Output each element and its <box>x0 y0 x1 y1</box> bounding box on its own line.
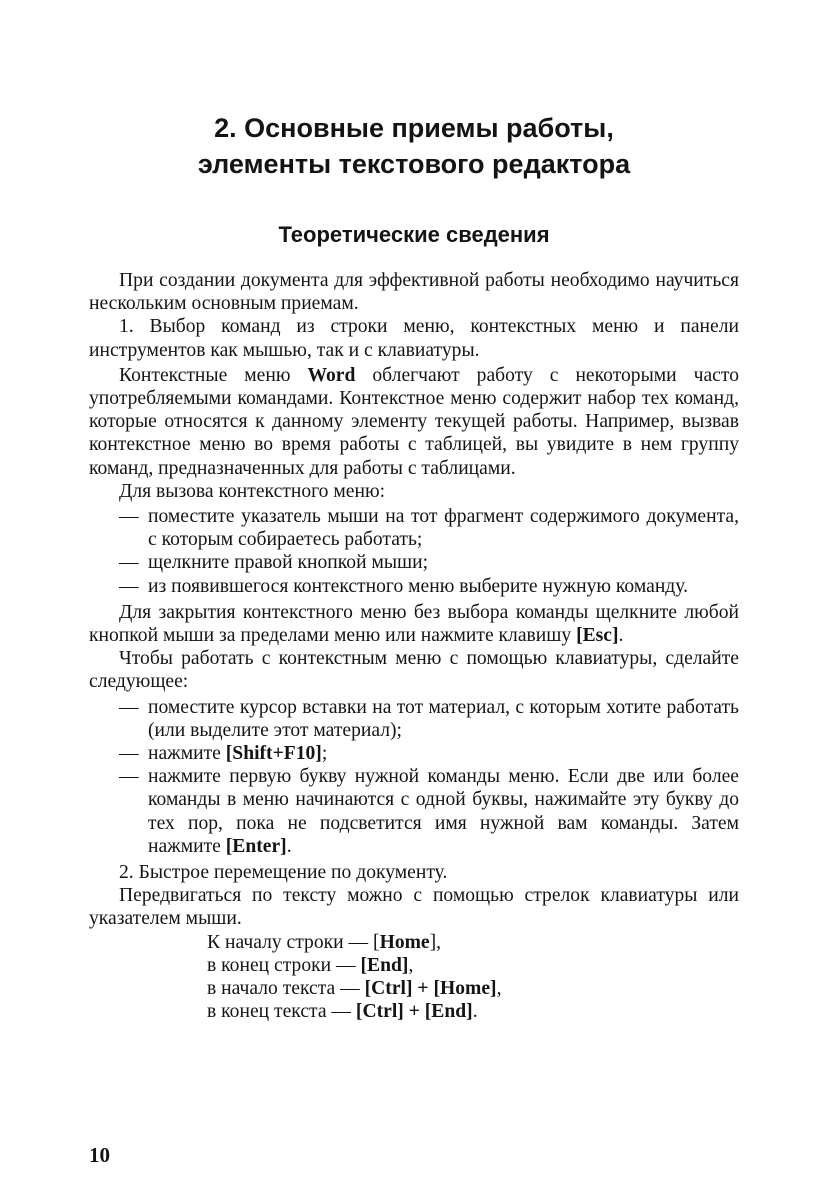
close-menu-text-1: Для закрытия контекстного меню без выбора команды щелкните любой кнопкой мыши за пределами меню или нажмите клавишу <box>89 601 739 647</box>
item-1-paragraph: 1. Выбор команд из строки меню, контекстных меню и панели инструментов как мышью, так и с клавиатуры. <box>89 316 739 361</box>
navigate-paragraph: Передвигаться по тексту можно с помощью стрелок клавиатуры или указателем мыши. <box>89 885 739 930</box>
close-menu-text-2: . <box>618 625 624 647</box>
list-item-text: из появившегося контекстного меню выберите нужную команду. <box>148 575 689 597</box>
page-number: 10 <box>89 1143 110 1167</box>
shortcut-text: в конец текста — <box>207 1001 356 1023</box>
list-item <box>89 765 739 858</box>
intro-paragraph: При создании документа для эффективной работы необходимо научиться нескольким основным приемам. <box>89 270 739 315</box>
shortcut-list <box>207 931 739 1024</box>
shortcut-text: в начало текста — <box>207 978 365 1000</box>
end-key: [End] <box>424 1001 473 1023</box>
home-key: [Home] <box>433 978 497 1000</box>
list-item-text: поместите курсор вставки на тот материал, с которым хотите работать (или выделите этот материал); <box>148 696 739 741</box>
enter-key: [Enter] <box>225 835 287 857</box>
close-menu-paragraph <box>89 601 739 647</box>
shortcut-text: К началу строки — [ <box>207 931 380 953</box>
list-item <box>89 696 739 742</box>
section-heading: Теоретические сведения <box>278 222 550 247</box>
shortcut-text-end: ], <box>429 931 442 953</box>
shortcut-ctrl-home <box>207 977 739 1000</box>
context-menu-paragraph <box>89 364 739 480</box>
chapter-title <box>90 110 738 182</box>
shortcut-text: в конец строки — <box>207 954 361 976</box>
shortcut-end <box>207 954 739 977</box>
ctrl-key: [Ctrl] <box>355 1001 404 1023</box>
call-intro-paragraph: Для вызова контекстного меню: <box>119 480 386 502</box>
shortcut-home <box>207 931 739 954</box>
plus-sign: + <box>412 978 434 1000</box>
word-term: Word <box>307 364 356 386</box>
esc-key: [Esc] <box>576 625 619 647</box>
end-key: [End] <box>360 954 409 976</box>
home-key: Home <box>379 931 430 953</box>
list-item <box>89 742 739 765</box>
chapter-title-line-1: 2. Основные приемы работы, <box>214 113 614 143</box>
list-item-text-end: . <box>286 835 292 857</box>
list-item-text-end: ; <box>321 743 328 765</box>
shortcut-ctrl-end <box>207 1000 739 1023</box>
context-menu-text-1: Контекстные меню <box>119 364 308 386</box>
list-item <box>89 505 739 551</box>
list-item-text: щелкните правой кнопкой мыши; <box>148 552 429 574</box>
dash-marker: — <box>119 766 139 788</box>
dash-marker: — <box>119 506 139 528</box>
plus-sign: + <box>403 1001 425 1023</box>
context-menu-text-2: облегчают работу с некоторыми часто употребляемыми командами. Контекстное меню содержит набор тех команд, которые относятся к данному элементу текущей работы. Например, вызвав контекстное меню во время работы с таблицей, вы увидите в нем группу команд, предназначенных для работы с таблицами. <box>89 364 739 479</box>
list-item-text: поместите указатель мыши на тот фрагмент содержимого документа, с которым собираетесь работать; <box>148 506 739 551</box>
dash-marker: — <box>119 552 139 574</box>
list-item-text: нажмите первую букву нужной команды меню. Если две или более команды в меню начинаются с одной буквы, нажимайте эту букву до тех пор, пока не подсветится имя нужной вам команды. Затем нажмите <box>148 766 739 857</box>
keyboard-intro-paragraph: Чтобы работать с контекстным меню с помощью клавиатуры, сделайте следующее: <box>89 648 739 693</box>
ctrl-key: [Ctrl] <box>364 978 413 1000</box>
shortcut-text-end: , <box>408 954 414 976</box>
dash-marker: — <box>119 743 139 765</box>
shortcut-text-end: . <box>472 1001 478 1023</box>
list-item-text: нажмите <box>148 743 226 765</box>
keyboard-steps-list <box>89 696 739 858</box>
call-steps-list <box>89 505 739 598</box>
item-2-paragraph: 2. Быстрое перемещение по документу. <box>119 862 448 884</box>
chapter-title-line-2: элементы текстового редактора <box>197 149 631 179</box>
dash-marker: — <box>119 696 139 718</box>
list-item <box>89 575 739 598</box>
shortcut-text-end: , <box>496 978 502 1000</box>
dash-marker: — <box>119 575 139 597</box>
list-item <box>89 551 739 574</box>
body-text <box>89 269 739 1024</box>
shift-f10-key: [Shift+F10] <box>225 743 322 765</box>
